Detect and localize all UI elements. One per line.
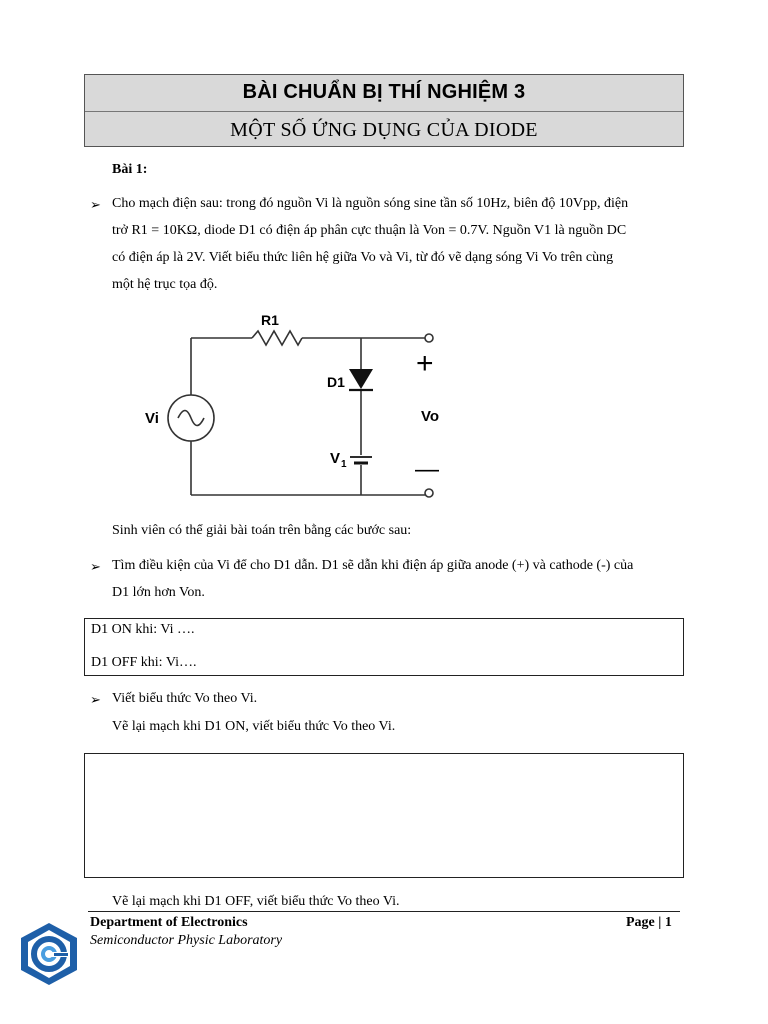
- bullet-arrow-icon: ➢: [90, 559, 101, 574]
- answer-box-conditions: [84, 618, 684, 676]
- label-d1: D1: [327, 374, 345, 390]
- circuit-diagram: [140, 305, 470, 505]
- label-vo: Vo: [421, 408, 440, 425]
- steps-intro: Sinh viên có thể giải bài toán trên bằng các bước sau:: [112, 523, 412, 538]
- label-plus: +: [416, 347, 434, 380]
- department-logo-icon: [18, 921, 80, 987]
- diode-d1: [349, 369, 373, 389]
- title-divider: [85, 111, 683, 112]
- step1-line: Tìm điều kiện của Vi để cho D1 dẫn. D1 sẽ dẫn khi điện áp giữa anode (+) và cathode (-) của: [112, 558, 634, 573]
- bullet-arrow-icon: ➢: [90, 197, 101, 212]
- answer-box-d1-on[interactable]: [84, 753, 684, 878]
- resistor-r1: [252, 331, 302, 345]
- output-terminal-top: [425, 334, 433, 342]
- footer-lab: Semiconductor Physic Laboratory: [90, 933, 283, 948]
- label-v1-subscript: 1: [341, 459, 347, 470]
- footer-department: Department of Electronics: [90, 915, 248, 930]
- document-subtitle: MỘT SỐ ỨNG DỤNG CỦA DIODE: [230, 119, 538, 141]
- intro-line: Cho mạch điện sau: trong đó nguồn Vi là nguồn sóng sine tần số 10Hz, biên độ 10Vpp, điện: [112, 196, 629, 211]
- document-title: BÀI CHUẨN BỊ THÍ NGHIỆM 3: [242, 81, 526, 103]
- step2-off-text: Vẽ lại mạch khi D1 OFF, viết biểu thức Vo theo Vi.: [112, 894, 400, 909]
- title-box: [84, 74, 684, 147]
- label-v1: V: [330, 450, 341, 467]
- intro-line: trở R1 = 10KΩ, diode D1 có điện áp phân cực thuận là Von = 0.7V. Nguồn V1 là nguồn DC: [112, 223, 627, 238]
- label-r1: R1: [261, 312, 279, 328]
- sine-wave-icon: [178, 411, 204, 426]
- label-minus: —: [415, 456, 439, 483]
- bullet-arrow-icon: ➢: [90, 692, 101, 707]
- page-number: Page | 1: [626, 915, 672, 930]
- intro-line: một hệ trục tọa độ.: [112, 277, 218, 292]
- d1-off-condition: D1 OFF khi: Vi….: [91, 655, 197, 670]
- step2-text: Viết biểu thức Vo theo Vi.: [112, 691, 258, 706]
- d1-on-condition: D1 ON khi: Vi ….: [91, 622, 195, 637]
- footer-divider: [88, 911, 680, 912]
- intro-line: có điện áp là 2V. Viết biểu thức liên hệ giữa Vo và Vi, từ đó vẽ dạng sóng Vi Vo trên cùng: [112, 250, 614, 265]
- step1-line: D1 lớn hơn Von.: [112, 585, 205, 600]
- exercise-heading: Bài 1:: [112, 162, 148, 177]
- output-terminal-bottom: [425, 489, 433, 497]
- label-vi: Vi: [145, 410, 159, 427]
- exercise-intro: [112, 190, 682, 298]
- step2-on-text: Vẽ lại mạch khi D1 ON, viết biểu thức Vo theo Vi.: [112, 719, 396, 734]
- step1-text: [112, 552, 682, 606]
